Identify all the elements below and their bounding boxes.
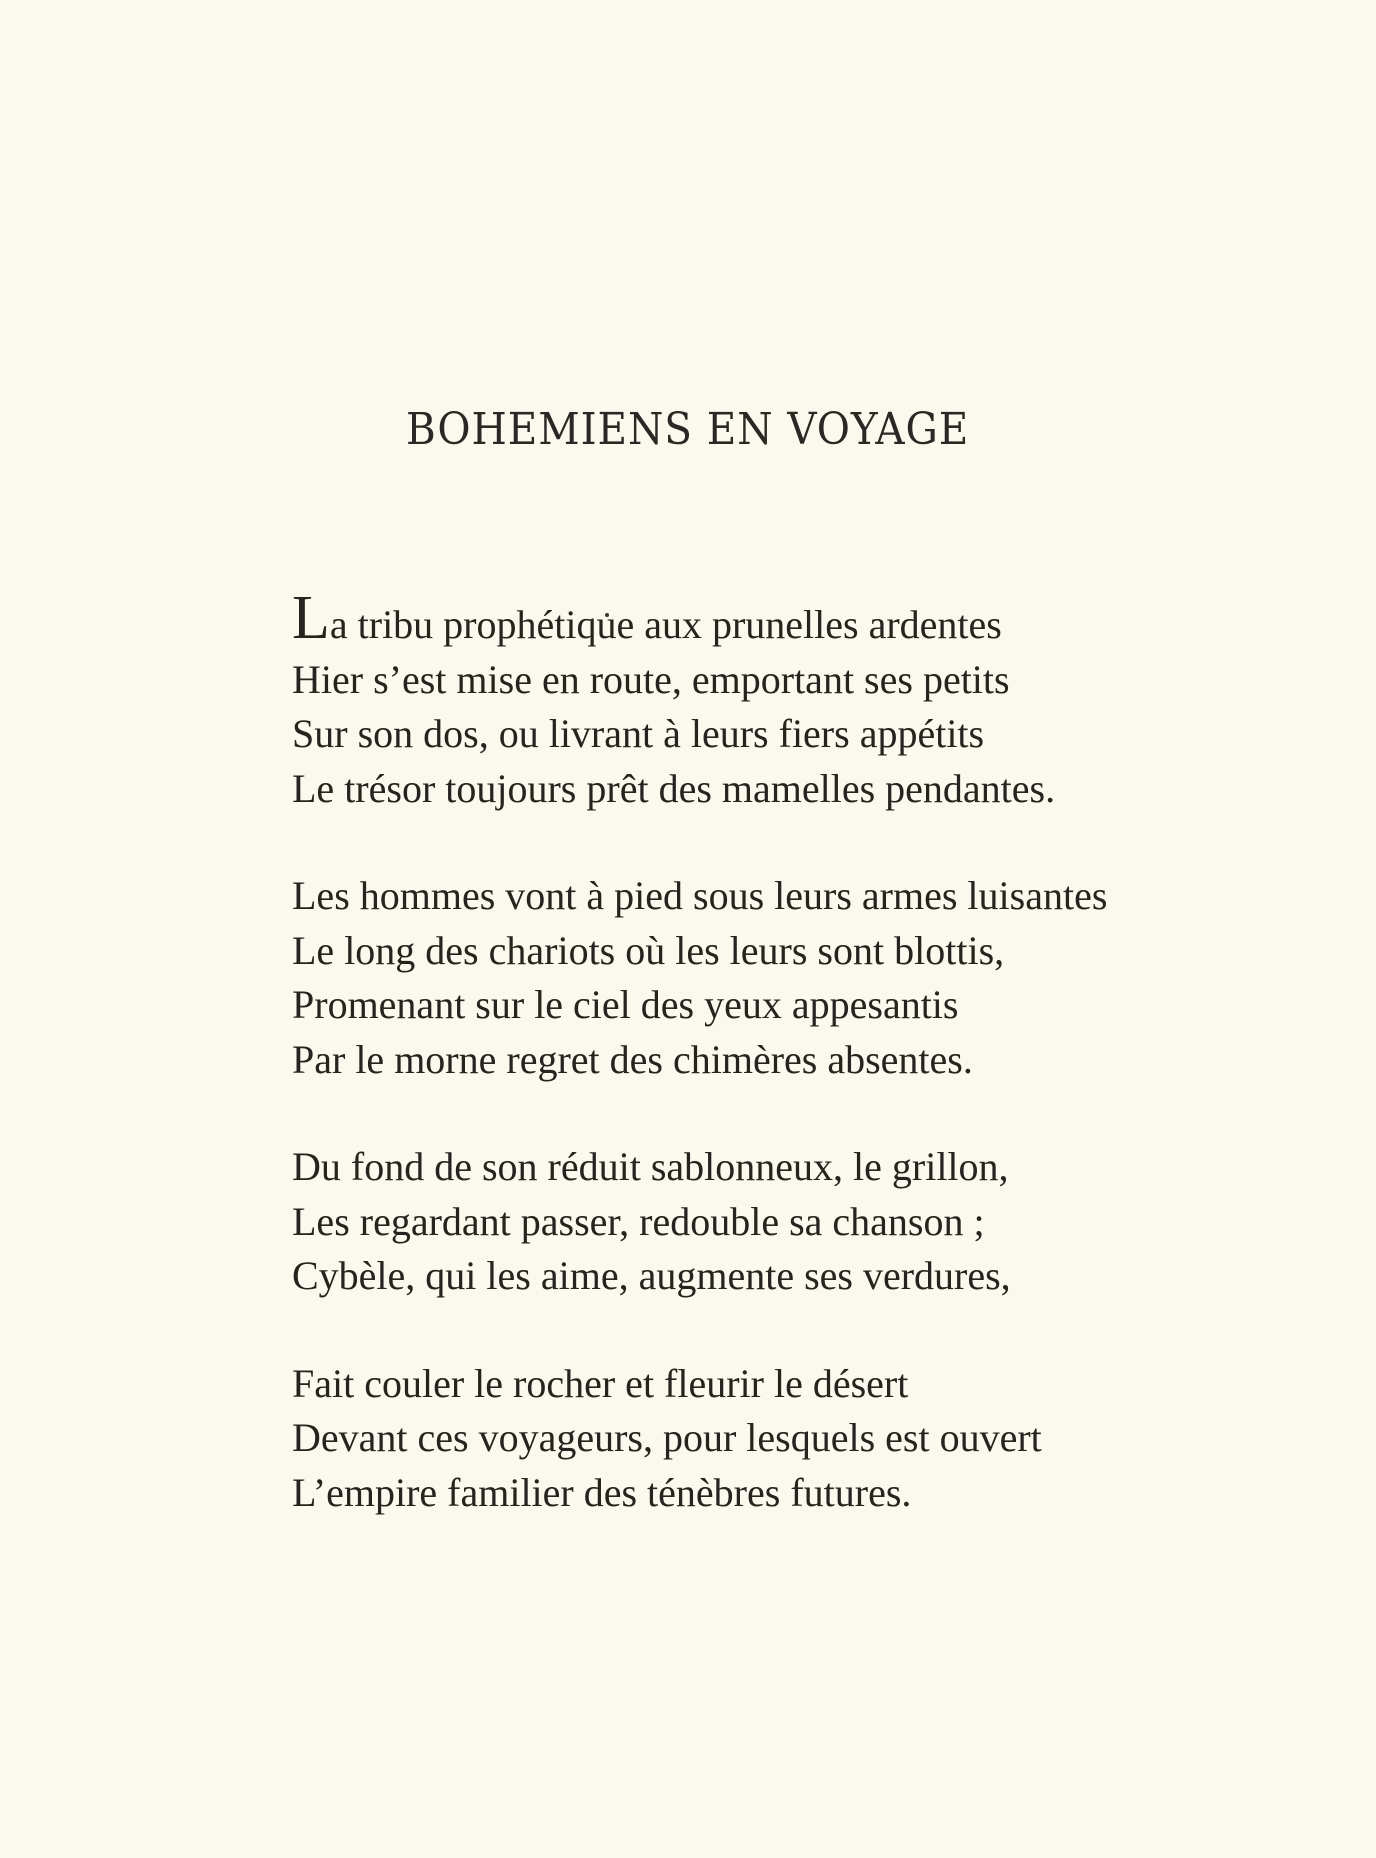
poem-line: L’empire familier des ténèbres futures. — [292, 1469, 912, 1515]
poem-title: BOHEMIENS EN VOYAGE — [406, 404, 970, 455]
stanza-3 — [292, 1140, 1292, 1304]
poem-line: Cybèle, qui les aime, augmente ses verdures, — [292, 1253, 1011, 1298]
poem-line: Par le morne regret des chimères absentes. — [292, 1036, 973, 1082]
poem-line: Devant ces voyageurs, pour lesquels est ouvert — [292, 1415, 1042, 1460]
poem-line: Le long des chariots où les leurs sont blottis, — [292, 927, 1005, 973]
line-text: a tribu prophétique aux prunelles ardentes — [329, 602, 1002, 647]
poem-line: Sur son dos, ou livrant à leurs fiers appétits — [292, 711, 985, 756]
poem-line — [292, 584, 1292, 653]
stanza-4 — [292, 1357, 1292, 1521]
poem-line: Les regardant passer, redouble sa chanson ; — [292, 1198, 985, 1244]
stanza-2 — [292, 869, 1292, 1087]
stanza-1 — [292, 584, 1292, 816]
poem-body — [292, 584, 1292, 1573]
poem-line: Promenant sur le ciel des yeux appesantis — [292, 982, 959, 1027]
poem-line: Les hommes vont à pied sous leurs armes luisantes — [292, 873, 1108, 918]
poem-line: Fait couler le rocher et fleurir le désert — [292, 1360, 909, 1406]
drop-cap: L — [292, 584, 330, 652]
poem-line: Le trésor toujours prêt des mamelles pendantes. — [292, 765, 1056, 811]
poem-line: Hier s’est mise en route, emportant ses petits — [292, 656, 1010, 702]
poem-line: Du fond de son réduit sablonneux, le grillon, — [292, 1144, 1009, 1189]
